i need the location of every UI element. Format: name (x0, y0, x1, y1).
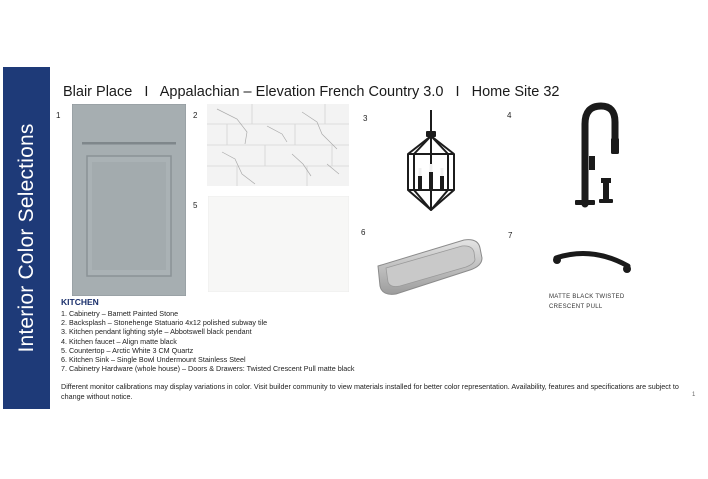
hardware-caption-line-1: MATTE BLACK TWISTED (549, 294, 625, 300)
cabinet-pull-icon (552, 244, 632, 283)
list-item: 3. Kitchen pendant lighting style – Abbotswell black pendant (61, 327, 252, 337)
list-item: 7. Cabinetry Hardware (whole house) – Doors & Drawers: Twisted Crescent Pull matte black (61, 364, 355, 374)
hardware-caption (549, 292, 625, 312)
marble-subway-tile-icon (207, 104, 349, 191)
quartz-countertop-icon (208, 196, 349, 297)
page-number: 1 (692, 392, 696, 398)
tile-number-5: 5 (193, 201, 198, 210)
hardware-caption-line-2: CRESCENT PULL (549, 304, 603, 310)
tile-number-4: 4 (507, 111, 512, 120)
list-item: 1. Cabinetry – Barnett Painted Stone (61, 309, 179, 318)
list-item: 4. Kitchen faucet – Align matte black (61, 336, 177, 346)
cabinet-door-icon (72, 104, 186, 301)
kitchen-faucet-icon (555, 100, 635, 215)
kitchen-sink-icon (374, 236, 484, 303)
tile-number-7: 7 (508, 231, 513, 240)
tile-number-3: 3 (363, 114, 368, 123)
list-item: 6. Kitchen Sink – Single Bowl Undermount Stainless Steel (61, 355, 246, 365)
tile-number-6: 6 (361, 228, 366, 237)
pendant-light-icon (398, 110, 464, 225)
sidebar-banner (3, 67, 50, 409)
section-heading: KITCHEN (61, 297, 99, 307)
list-item: 2. Backsplash – Stonehenge Statuario 4x12 polished subway tile (61, 318, 268, 328)
disclaimer-text: Different monitor calibrations may display variations in color. Visit builder community to view materials installed for better color representation. Availability, features and specifications are subject to change without notice. (61, 382, 679, 401)
page-title: Blair Place I Appalachian – Elevation French Country 3.0 I Home Site 32 (63, 84, 560, 100)
selection-list (61, 309, 354, 373)
tile-number-1: 1 (56, 111, 61, 120)
tile-number-2: 2 (193, 111, 198, 120)
list-item: 5. Countertop – Arctic White 3 CM Quartz (61, 345, 194, 355)
sidebar-title: Interior Color Selections (14, 123, 38, 353)
